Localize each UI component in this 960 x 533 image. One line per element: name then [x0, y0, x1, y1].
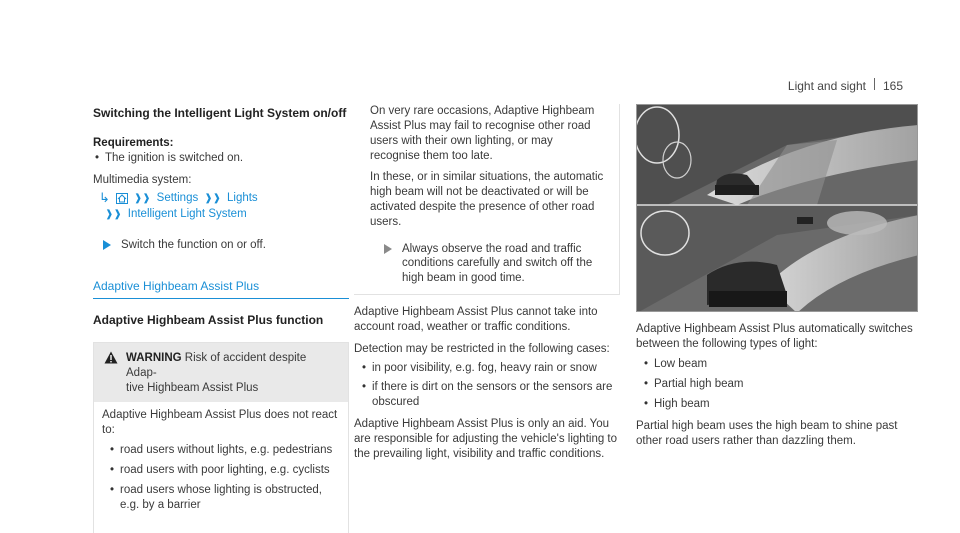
menu-lights[interactable]: Lights: [227, 192, 258, 205]
warning-intro: Adaptive Highbeam Assist Plus does not react to:: [102, 409, 338, 437]
road-scene-image: [637, 105, 918, 312]
requirement-item: • The ignition is switched on.: [93, 151, 349, 166]
requirements-label: Requirements:: [93, 136, 174, 149]
box-paragraph: In these, or in similar situations, the automatic high beam will not be deactivated or will be activated despite the presence of other road users.: [370, 170, 604, 228]
function-heading: Adaptive Highbeam Assist Plus function: [93, 312, 324, 327]
action-text: Switch the function on or off.: [121, 239, 266, 252]
menu-settings[interactable]: Settings: [156, 192, 199, 205]
warning-box: [93, 342, 349, 533]
box-paragraph: On very rare occasions, Adaptive Highbeam Assist Plus may fail to recognise other road users with their own lighting, or may recognise them too late.: [370, 105, 595, 162]
action-arrow-icon: [384, 244, 392, 254]
warning-title-text: Risk of accident despite Adap-: [126, 352, 307, 380]
warning-header: [94, 343, 348, 402]
list-item: • Partial high beam: [642, 377, 918, 392]
highbeam-illustration: [636, 104, 918, 312]
paragraph: Adaptive Highbeam Assist Plus cannot take into account road, weather or traffic conditions.: [354, 306, 598, 334]
multimedia-label: Multimedia system:: [93, 174, 192, 187]
menu-path: [93, 190, 349, 207]
paragraph: Adaptive Highbeam Assist Plus automatically switches between the following types of light:: [636, 323, 913, 350]
chevron-right-icon: ❱❱: [133, 193, 151, 205]
list-item: • High beam: [642, 397, 918, 412]
column-left: [93, 106, 349, 533]
list-item: • in poor visibility, e.g. fog, heavy rain or snow: [360, 361, 620, 376]
warning-continuation-box: [354, 104, 620, 295]
list-item: • Low beam: [642, 357, 918, 372]
warning-item: • road users whose lighting is obstructed, e.g. by a barrier: [108, 483, 338, 513]
list-item: • if there is dirt on the sensors or the sensors are obscured: [360, 380, 620, 410]
column-right: [636, 322, 918, 449]
box-action: [370, 242, 605, 287]
subheading-link[interactable]: Adaptive Highbeam Assist Plus: [93, 279, 349, 299]
section-title: Light and sight: [787, 79, 866, 93]
menu-path-line2: [93, 207, 349, 222]
paragraph: Partial high beam uses the high beam to shine past other road users rather than dazzling them.: [636, 419, 898, 447]
action-step: [93, 238, 349, 253]
warning-item: • road users without lights, e.g. pedestrians: [108, 443, 338, 458]
warning-icon: [104, 351, 118, 364]
warning-body: [94, 402, 348, 533]
paragraph: Adaptive Highbeam Assist Plus is only an aid. You are responsible for adjusting the vehicle's lighting to the prevailing light, visibility and traffic conditions.: [354, 417, 618, 460]
paragraph: Detection may be restricted in the following cases:: [354, 343, 610, 356]
menu-intelligent-light-system[interactable]: Intelligent Light System: [127, 208, 247, 221]
page-number: 165: [882, 79, 903, 93]
warning-title-line2: tive Highbeam Assist Plus: [126, 382, 259, 395]
header-divider: [874, 78, 875, 90]
warning-item: • road users with poor lighting, e.g. cyclists: [108, 463, 338, 478]
warning-title: [126, 351, 338, 396]
box-action-text: Always observe the road and traffic conditions carefully and switch off the high beam in good time.: [402, 242, 593, 285]
path-start-arrow-icon: ↳: [99, 190, 110, 206]
warning-label: WARNING: [126, 352, 182, 365]
column-middle: [354, 104, 620, 462]
chevron-right-icon: ❱❱: [204, 193, 221, 205]
action-arrow-icon: [103, 240, 111, 250]
page-header: [788, 78, 903, 95]
home-icon[interactable]: [116, 193, 128, 204]
chevron-right-icon: ❱❱: [105, 209, 122, 221]
section-heading: Switching the Intelligent Light System on/off: [93, 106, 347, 120]
